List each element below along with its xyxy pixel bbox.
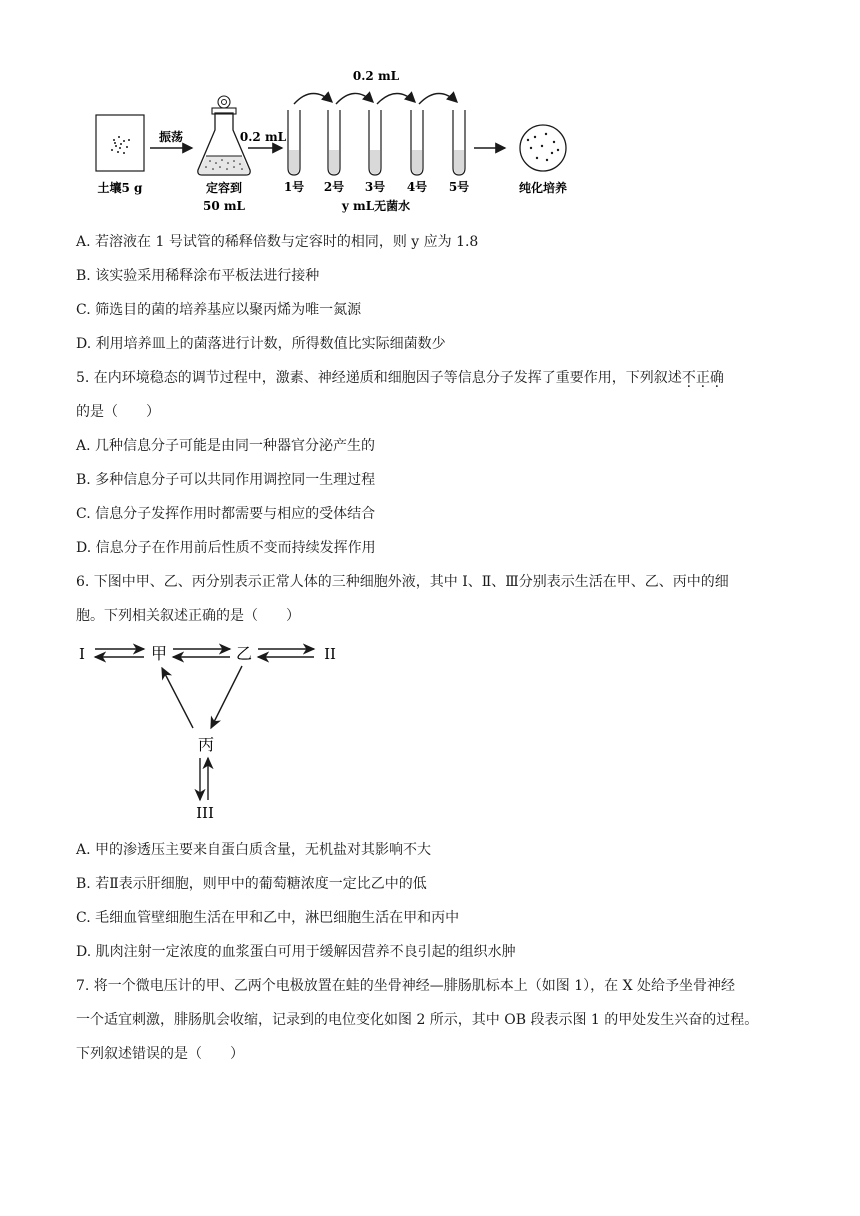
soil-sample-box [96, 115, 144, 171]
transfer-top-label: 0.2 mL [352, 69, 400, 83]
q6-option-d: D. 肌肉注射一定浓度的血浆蛋白可用于缓解因营养不良引起的组织水肿 [76, 944, 516, 960]
body-fluid-diagram [0, 630, 860, 830]
serial-transfer-arrows [294, 93, 457, 104]
tube-label-5: 5号 [448, 180, 470, 194]
volumetric-label-1: 定容到 [205, 181, 243, 195]
q5-option-d: D. 信息分子在作用前后性质不变而持续发挥作用 [76, 540, 376, 556]
q5-emphasis-1: 不 [681, 370, 696, 386]
q4-option-b: B. 该实验采用稀释涂布平板法进行接种 [76, 268, 320, 284]
water-label: y mL无菌水 [341, 199, 411, 213]
culture-label: 纯化培养 [518, 181, 568, 195]
node-bing: 丙 [197, 735, 215, 754]
q6-option-c: C. 毛细血管壁细胞生活在甲和乙中，淋巴细胞生活在甲和丙中 [76, 910, 460, 926]
q5-option-b: B. 多种信息分子可以共同作用调控同一生理过程 [76, 472, 376, 488]
q6-stem-line2: 胞。下列相关叙述正确的是（ ） [76, 608, 300, 624]
tube-label-4: 4号 [406, 180, 428, 194]
node-cell-i: I [79, 645, 85, 663]
q5-stem-text: 5. 在内环境稳态的调节过程中，激素、神经递质和细胞因子等信息分子发挥了重要作用，下列叙述 [76, 370, 682, 386]
soil-label: 土壤5 g [97, 181, 143, 195]
q5-option-c: C. 信息分子发挥作用时都需要与相应的受体结合 [76, 506, 376, 522]
q7-stem-line3: 下列叙述错误的是（ ） [76, 1046, 244, 1062]
tube-3 [369, 110, 381, 175]
diagram-arrows [95, 649, 314, 800]
tube-2 [328, 110, 340, 175]
transfer-first-label: 0.2 mL [239, 130, 287, 144]
q6-option-a: A. 甲的渗透压主要来自蛋白质含量，无机盐对其影响不大 [76, 842, 432, 858]
q5-emphasis-2: 正 [695, 370, 710, 386]
node-yi: 乙 [235, 644, 253, 663]
volumetric-label-2: 50 mL [202, 199, 246, 213]
q6-stem-line1: 6. 下图中甲、乙、丙分别表示正常人体的三种细胞外液，其中 I、Ⅱ、Ⅲ分别表示生活在甲、乙、丙中的细 [76, 574, 729, 590]
tube-1 [288, 110, 300, 175]
q4-option-c: C. 筛选目的菌的培养基应以聚丙烯为唯一氮源 [76, 302, 362, 318]
node-jia: 甲 [150, 644, 168, 663]
test-tubes [288, 110, 465, 175]
q4-option-d: D. 利用培养皿上的菌落进行计数，所得数值比实际细菌数少 [76, 336, 446, 352]
tube-label-2: 2号 [323, 180, 345, 194]
tube-4 [411, 110, 423, 175]
tube-label-1: 1号 [283, 180, 305, 194]
q4-option-a: A. 若溶液在 1 号试管的稀释倍数与定容时的相同，则 y 应为 1.8 [76, 234, 479, 250]
shake-label: 振荡 [158, 130, 184, 144]
tube-5 [453, 110, 465, 175]
q7-stem-line1: 7. 将一个微电压计的甲、乙两个电极放置在蛙的坐骨神经—腓肠肌标本上（如图 1），在 X 处给予坐骨神经 [76, 978, 736, 994]
node-cell-iii: III [196, 804, 214, 822]
q7-stem-line2: 一个适宜刺激，腓肠肌会收缩，记录到的电位变化如图 2 所示，其中 OB 段表示图 1 的甲处发生兴奋的过程。 [76, 1012, 759, 1028]
node-cell-ii: II [324, 645, 336, 663]
q6-option-b: B. 若Ⅱ表示肝细胞，则甲中的葡萄糖浓度一定比乙中的低 [76, 876, 427, 892]
q5-stem-line1 [76, 368, 724, 388]
petri-dish-icon [520, 125, 566, 171]
tube-label-3: 3号 [364, 180, 386, 194]
q5-stem-line2: 的是（ ） [76, 404, 160, 420]
dilution-figure [0, 0, 860, 220]
q5-emphasis-3: 确 [709, 370, 724, 386]
q5-option-a: A. 几种信息分子可能是由同一种器官分泌产生的 [76, 438, 376, 454]
